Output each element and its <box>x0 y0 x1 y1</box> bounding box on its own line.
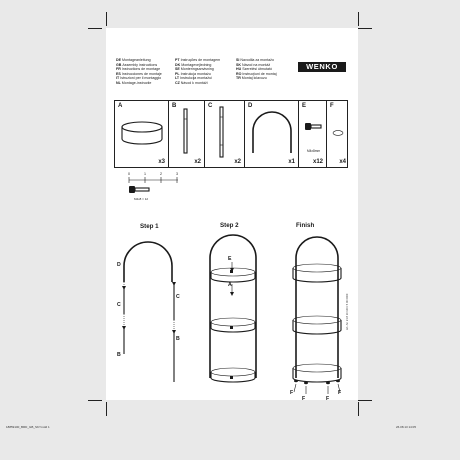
crop-mark <box>88 28 102 29</box>
part-letter: B <box>172 103 177 109</box>
ruler-mark: 2 <box>160 172 162 176</box>
arch-icon <box>245 101 299 167</box>
part-letter: C <box>208 103 213 109</box>
part-quantity: x12 <box>312 159 323 165</box>
language-entry: SINavodila za montažo <box>236 58 274 62</box>
language-entry: PTInstruções de montagem <box>175 58 221 62</box>
part-cell-c <box>205 101 245 167</box>
part-cell-f <box>327 101 349 167</box>
language-entry: LTInstrukcija montažui <box>175 76 212 81</box>
step2-title: Step 2 <box>220 222 239 229</box>
language-entry: SKNávod na montáž <box>236 62 271 67</box>
parts-table <box>114 100 348 168</box>
step1-label-c-left: C <box>117 302 121 308</box>
part-quantity: x2 <box>194 159 201 165</box>
crop-mark <box>106 12 107 26</box>
language-entry: NLMontage-instructie <box>116 80 152 85</box>
finish-illustration <box>282 228 352 398</box>
part-letter: A <box>118 103 123 109</box>
crop-mark <box>358 400 372 401</box>
language-list-col3 <box>236 58 277 81</box>
step1-label-c-right: C <box>176 294 180 300</box>
part-quantity: x2 <box>234 159 241 165</box>
brand-logo: WENKO <box>298 62 346 72</box>
part-cell-b <box>169 101 205 167</box>
screw-size-note: M4x8mm <box>307 149 321 153</box>
step1-label-b-left: B <box>117 352 121 358</box>
crop-mark <box>358 402 359 416</box>
part-cell-e <box>299 101 327 167</box>
ruler-scale <box>118 177 188 207</box>
finish-title: Finish <box>296 222 315 229</box>
step1-title: Step 1 <box>140 223 159 230</box>
article-code: Art.-Nr. 21 8 10 100 / 5 00 0000 <box>346 293 349 330</box>
ring-tray-icon <box>115 101 169 167</box>
part-letter: F <box>330 103 334 109</box>
language-entry: HUSzerelési útmutató <box>236 67 272 72</box>
crop-mark <box>358 12 359 26</box>
crop-mark <box>106 402 107 416</box>
crop-mark <box>88 400 102 401</box>
language-entry: GBAssembly instructions <box>116 62 158 67</box>
language-entry: ESInstrucciones de montaje <box>116 71 162 76</box>
rod-b-icon <box>169 101 205 167</box>
print-slug-file: 18859100_BRD_GB_SKY.indd 1 <box>6 425 50 429</box>
language-entry: TRMontaj kılavuzu <box>236 76 267 81</box>
language-entry: PLInstrukcja montażu <box>175 71 211 76</box>
part-cell-d <box>245 101 299 167</box>
language-list-col1 <box>116 58 162 86</box>
finish-label-f2: F <box>302 396 306 402</box>
finish-label-f1: F <box>290 390 294 396</box>
step1-illustration <box>112 232 192 392</box>
part-quantity: x3 <box>158 159 165 165</box>
finish-label-f3: F <box>326 396 330 402</box>
step2-label-e: E <box>228 256 232 262</box>
foot-pad-icon <box>327 101 349 167</box>
part-quantity: x1 <box>288 159 295 165</box>
language-entry: DKMontagevejledning <box>175 62 212 67</box>
ruler-mark: 0 <box>128 172 130 176</box>
language-list-col2 <box>175 58 220 86</box>
language-entry: DEMontageanleitung <box>116 58 151 62</box>
finish-label-f4: F <box>338 390 342 396</box>
part-cell-a <box>115 101 169 167</box>
part-letter: D <box>248 103 253 109</box>
ruler-note: M4x8 = 12 <box>134 197 149 201</box>
step2-illustration <box>198 228 268 398</box>
language-entry: SEMonteringsanvisning <box>175 67 214 72</box>
screw-icon <box>299 101 327 167</box>
crop-mark <box>358 28 372 29</box>
ruler-mark: 1 <box>144 172 146 176</box>
step1-label-d: D <box>117 262 121 268</box>
print-slug-date: 26.08.13 14:05 <box>396 425 417 429</box>
language-entry: ROInstrucţiuni de montaj <box>236 71 277 76</box>
rod-c-icon <box>205 101 245 167</box>
part-letter: E <box>302 103 307 109</box>
ruler-mark: 3 <box>176 172 178 176</box>
language-entry: ITIstruzioni per il montaggio <box>116 76 162 81</box>
part-quantity: x4 <box>339 159 346 165</box>
step1-label-b-right: B <box>176 336 180 342</box>
step2-label-a: A <box>228 282 232 288</box>
language-entry: FRInstructions de montage <box>116 67 161 72</box>
language-entry: CZNávod k montáži <box>175 80 208 85</box>
